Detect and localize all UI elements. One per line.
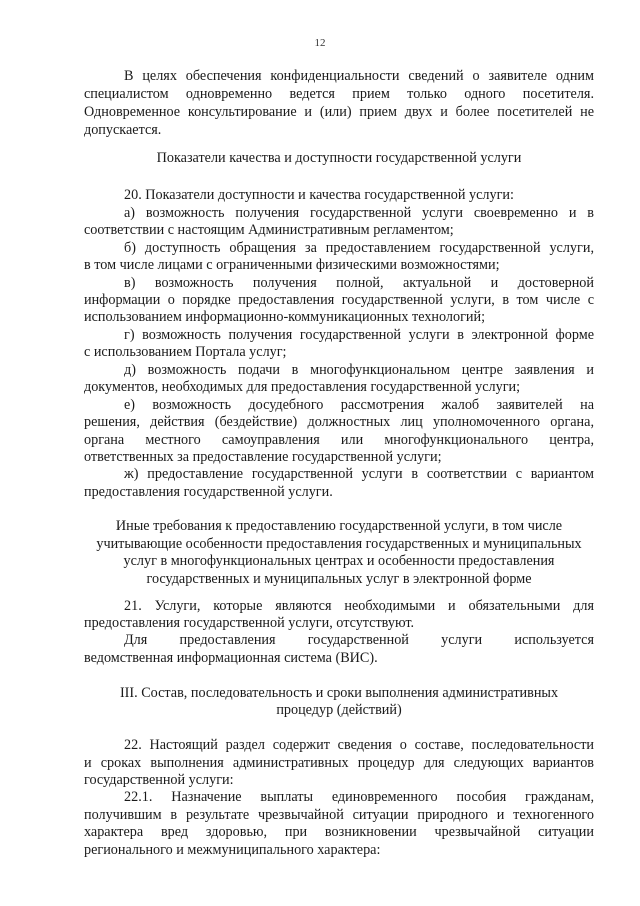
text-line: специалистом одновременно ведется прием только одного посетителя. xyxy=(84,86,594,102)
text-line: 20. Показатели доступности и качества государственной услуги: xyxy=(124,187,514,203)
text-line: допускается. xyxy=(84,122,162,138)
text-line: характера вред здоровью, при возникновении чрезвычайной ситуации xyxy=(84,824,594,840)
text-line: е) возможность досудебного рассмотрения жалоб заявителей на xyxy=(124,397,594,413)
text-line: государственной услуги: xyxy=(84,772,234,788)
text-line: 21. Услуги, которые являются необходимыми и обязательными для xyxy=(124,598,594,614)
section-heading-line: процедур (действий) xyxy=(276,702,402,718)
text-line: регионального и межмуниципального характера: xyxy=(84,842,381,858)
text-line: Одновременное консультирование и (или) прием двух и более посетителей не xyxy=(84,104,594,120)
text-line: ж) предоставление государственной услуги в соответствии с вариантом xyxy=(124,466,594,482)
text-line: В целях обеспечения конфиденциальности сведений о заявителе одним xyxy=(124,68,594,84)
text-line: 22. Настоящий раздел содержит сведения о составе, последовательности xyxy=(124,737,594,753)
text-line: органа местного самоуправления или многофункционального центра, xyxy=(84,432,594,448)
text-line: соответствии с настоящим Административным регламентом; xyxy=(84,222,454,238)
text-line: в том числе лицами с ограниченными физическими возможностями; xyxy=(84,257,500,273)
text-line: и сроках выполнения административных процедур для следующих вариантов xyxy=(84,755,594,771)
section-heading-line: услуг в многофункциональных центрах и особенности предоставления xyxy=(123,553,555,569)
section-heading-line: Иные требования к предоставлению государственной услуги, в том числе xyxy=(115,518,563,534)
section-heading-line: учитывающие особенности предоставления государственных и муниципальных xyxy=(96,536,582,552)
text-line: ответственных за предоставление государственной услуги; xyxy=(84,449,442,465)
text-line: с использованием Портала услуг; xyxy=(84,344,287,360)
page-number: 12 xyxy=(314,37,326,49)
section-heading-line: Показатели качества и доступности государственной услуги xyxy=(156,150,522,166)
text-line: информации о порядке предоставления государственной услуги, в том числе с xyxy=(84,292,594,308)
text-line: в) возможность получения полной, актуальной и достоверной xyxy=(124,275,594,291)
text-line: 22.1. Назначение выплаты единовременного пособия гражданам, xyxy=(124,789,594,805)
text-line: документов, необходимых для предоставления государственной услуги; xyxy=(84,379,521,395)
text-line: предоставления государственной услуги, отсутствуют. xyxy=(84,615,415,631)
text-line: предоставления государственной услуги. xyxy=(84,484,333,500)
text-line: использованием информационно-коммуникационных технологий; xyxy=(84,309,486,325)
text-line: д) возможность подачи в многофункциональном центре заявления и xyxy=(124,362,594,378)
text-line: ведомственная информационная система (ВИС). xyxy=(84,650,378,666)
text-line: б) доступность обращения за предоставлением государственной услуги, xyxy=(124,240,594,256)
text-line: получившим в результате чрезвычайной ситуации природного и техногенного xyxy=(84,807,594,823)
text-line: Для предоставления государственной услуги используется xyxy=(124,632,594,648)
text-line: а) возможность получения государственной услуги своевременно и в xyxy=(124,205,594,221)
section-heading-line: III. Состав, последовательность и сроки выполнения административных xyxy=(119,685,559,701)
text-line: г) возможность получения государственной услуги в электронной форме xyxy=(124,327,594,343)
section-heading-line: государственных и муниципальных услуг в электронной форме xyxy=(146,571,532,587)
text-line: решения, действия (бездействие) должностных лиц уполномоченного органа, xyxy=(84,414,594,430)
